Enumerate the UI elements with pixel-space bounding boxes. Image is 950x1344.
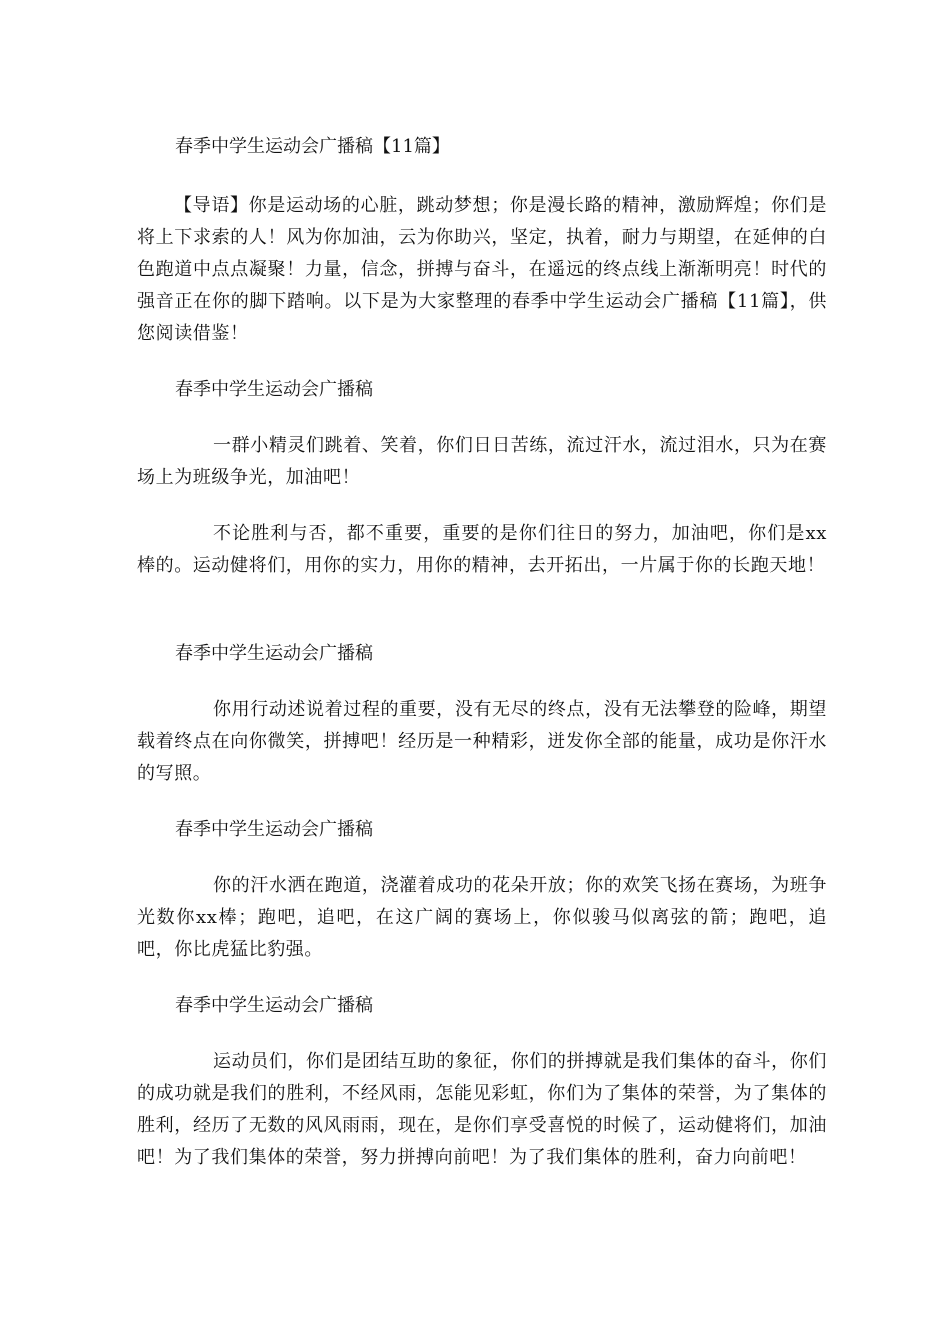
- body-paragraph: 你用行动述说着过程的重要，没有无尽的终点，没有无法攀登的险峰，期望载着终点在向你微笑，拼搏吧！经历是一种精彩，迸发你全部的能量，成功是你汗水的写照。: [137, 699, 827, 784]
- section-heading: 春季中学生运动会广播稿: [175, 379, 373, 400]
- section-heading: 春季中学生运动会广播稿: [175, 995, 373, 1016]
- document-title: 春季中学生运动会广播稿【11篇】: [175, 136, 450, 157]
- body-paragraph: 一群小精灵们跳着、笑着，你们日日苦练，流过汗水，流过泪水，只为在赛场上为班级争光，加油吧！: [137, 435, 827, 488]
- section-heading: 春季中学生运动会广播稿: [175, 643, 373, 664]
- intro-paragraph: 【导语】你是运动场的心脏，跳动梦想；你是漫长路的精神，激励辉煌；你们是将上下求索的人！风为你加油，云为你助兴，坚定，执着，耐力与期望，在延伸的白色跑道中点点凝聚！力量，信念，拼搏与奋斗，在遥远的终点线上渐渐明亮！时代的强音正在你的脚下踏响。以下是为大家整理的春季中学生运动会广播稿【11篇】，供您阅读借鉴！: [137, 195, 827, 344]
- section-heading: 春季中学生运动会广播稿: [175, 819, 373, 840]
- body-paragraph: 运动员们，你们是团结互助的象征，你们的拼搏就是我们集体的奋斗，你们的成功就是我们的胜利，不经风雨，怎能见彩虹，你们为了集体的荣誉，为了集体的胜利，经历了无数的风风雨雨，现在，是你们享受喜悦的时候了，运动健将们，加油吧！为了我们集体的荣誉，努力拼搏向前吧！为了我们集体的胜利，奋力向前吧！: [137, 1051, 827, 1168]
- body-paragraph: 不论胜利与否，都不重要，重要的是你们往日的努力，加油吧，你们是xx棒的。运动健将们，用你的实力，用你的精神，去开拓出，一片属于你的长跑天地！: [137, 523, 827, 576]
- body-paragraph: 你的汗水洒在跑道，浇灌着成功的花朵开放；你的欢笑飞扬在赛场，为班争光数你xx棒；跑吧，追吧，在这广阔的赛场上，你似骏马似离弦的箭；跑吧，追吧，你比虎猛比豹强。: [137, 875, 827, 960]
